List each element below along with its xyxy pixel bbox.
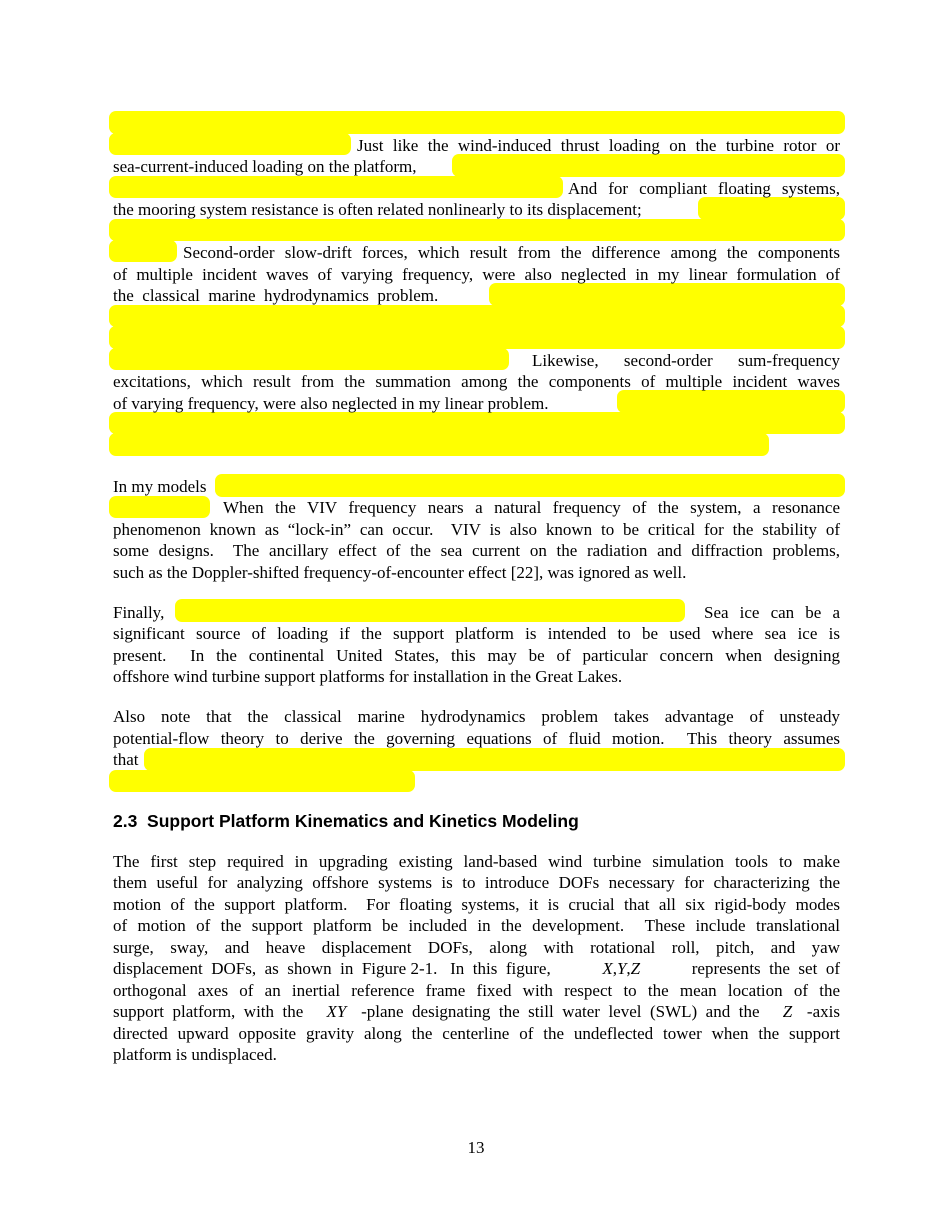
highlight-redaction (698, 197, 845, 220)
text-line (113, 1001, 840, 1022)
text-line (113, 958, 840, 979)
text-line: Just like the wind-induced thrust loading on the turbine rotor or (357, 136, 840, 155)
text-line: of multiple incident waves of varying frequency, were also neglected in my linear formulation of (113, 265, 840, 284)
symbol-x: X (602, 959, 613, 978)
text-line: Likewise, second-order sum-frequency (532, 351, 840, 370)
text-line: excitations, which result from the summation among the components of multiple incident waves (113, 372, 840, 391)
comma: , (626, 959, 631, 978)
highlight-redaction (175, 599, 685, 622)
text-line: that (113, 750, 139, 769)
highlight-redaction (215, 474, 845, 497)
text-line: phenomenon known as “lock-in” can occur. VIV is also known to be critical for the stability of (113, 520, 840, 539)
text-line: some designs. The ancillary effect of the sea current on the radiation and diffraction problems, (113, 541, 840, 560)
highlight-redaction (109, 433, 769, 456)
comma: , (612, 959, 617, 978)
highlight-redaction (109, 176, 563, 198)
text-span: support platform, with the (113, 1002, 312, 1021)
text-span: -plane designating the still water level (SWL) and the (361, 1002, 768, 1021)
text-line: present. In the continental United States, this may be of particular concern when designing (113, 646, 840, 665)
symbol-xy: XY (326, 1002, 347, 1021)
highlight-redaction (109, 412, 845, 434)
text-line: potential-flow theory to derive the governing equations of fluid motion. This theory assumes (113, 729, 840, 748)
highlight-redaction (109, 305, 845, 327)
highlight-redaction (489, 283, 845, 306)
text-line: such as the Doppler-shifted frequency-of-encounter effect [22], was ignored as well. (113, 563, 687, 582)
highlight-redaction (109, 770, 415, 792)
text-line: motion of the support platform. For floating systems, it is crucial that all six rigid-body modes (113, 895, 840, 914)
text-line: The first step required in upgrading existing land-based wind turbine simulation tools to make (113, 852, 840, 871)
highlight-redaction (109, 326, 845, 349)
text-line: When the VIV frequency nears a natural frequency of the system, a resonance (223, 498, 840, 517)
symbol-z: Z (630, 959, 641, 978)
highlight-redaction (144, 748, 845, 771)
highlight-redaction (109, 111, 845, 134)
text-span: -axis (806, 1002, 840, 1021)
symbol-y: Y (616, 959, 627, 978)
page-number: 13 (467, 1138, 485, 1157)
highlight-redaction (109, 133, 351, 155)
text-line: Second-order slow-drift forces, which result from the difference among the components (183, 243, 840, 262)
text-span: represents the set of (683, 959, 840, 978)
text-line: Finally, (113, 603, 165, 622)
text-span: displacement DOFs, as shown in Figure 2-1. In this figure, (113, 959, 560, 978)
text-line: significant source of loading if the support platform is intended to be used where sea ice is (113, 624, 840, 643)
text-line: Sea ice can be a (704, 603, 840, 622)
symbol-z: Z (782, 1002, 793, 1021)
text-line: offshore wind turbine support platforms for installation in the Great Lakes. (113, 667, 623, 686)
highlight-redaction (452, 154, 845, 177)
text-line: of varying frequency, were also neglected in my linear problem. (113, 394, 549, 413)
text-line: surge, sway, and heave displacement DOFs, along with rotational roll, pitch, and yaw (113, 938, 840, 957)
text-line: And for compliant floating systems, (568, 179, 840, 198)
highlight-redaction (617, 390, 845, 413)
text-line: directed upward opposite gravity along the centerline of the undeflected tower when the support (113, 1024, 840, 1043)
highlight-redaction (109, 219, 845, 241)
section-heading: 2.3 Support Platform Kinematics and Kinetics Modeling (113, 811, 579, 831)
text-line: Also note that the classical marine hydrodynamics problem takes advantage of unsteady (113, 707, 840, 726)
text-line: orthogonal axes of an inertial reference frame fixed with respect to the mean location of the (113, 981, 840, 1000)
highlight-redaction (109, 348, 509, 370)
text-line: of motion of the support platform be included in the development. These include translational (113, 916, 840, 935)
text-line: platform is undisplaced. (113, 1045, 277, 1064)
text-line: In my models (113, 477, 207, 496)
highlight-redaction (109, 496, 210, 518)
text-line: sea-current-induced loading on the platform, (113, 157, 417, 176)
text-line: the classical marine hydrodynamics problem. (113, 286, 439, 305)
highlight-redaction (109, 240, 177, 262)
text-line: them useful for analyzing offshore systems is to introduce DOFs necessary for characterizing the (113, 873, 840, 892)
text-line: the mooring system resistance is often related nonlinearly to its displacement; (113, 200, 642, 219)
math-span (602, 958, 640, 979)
